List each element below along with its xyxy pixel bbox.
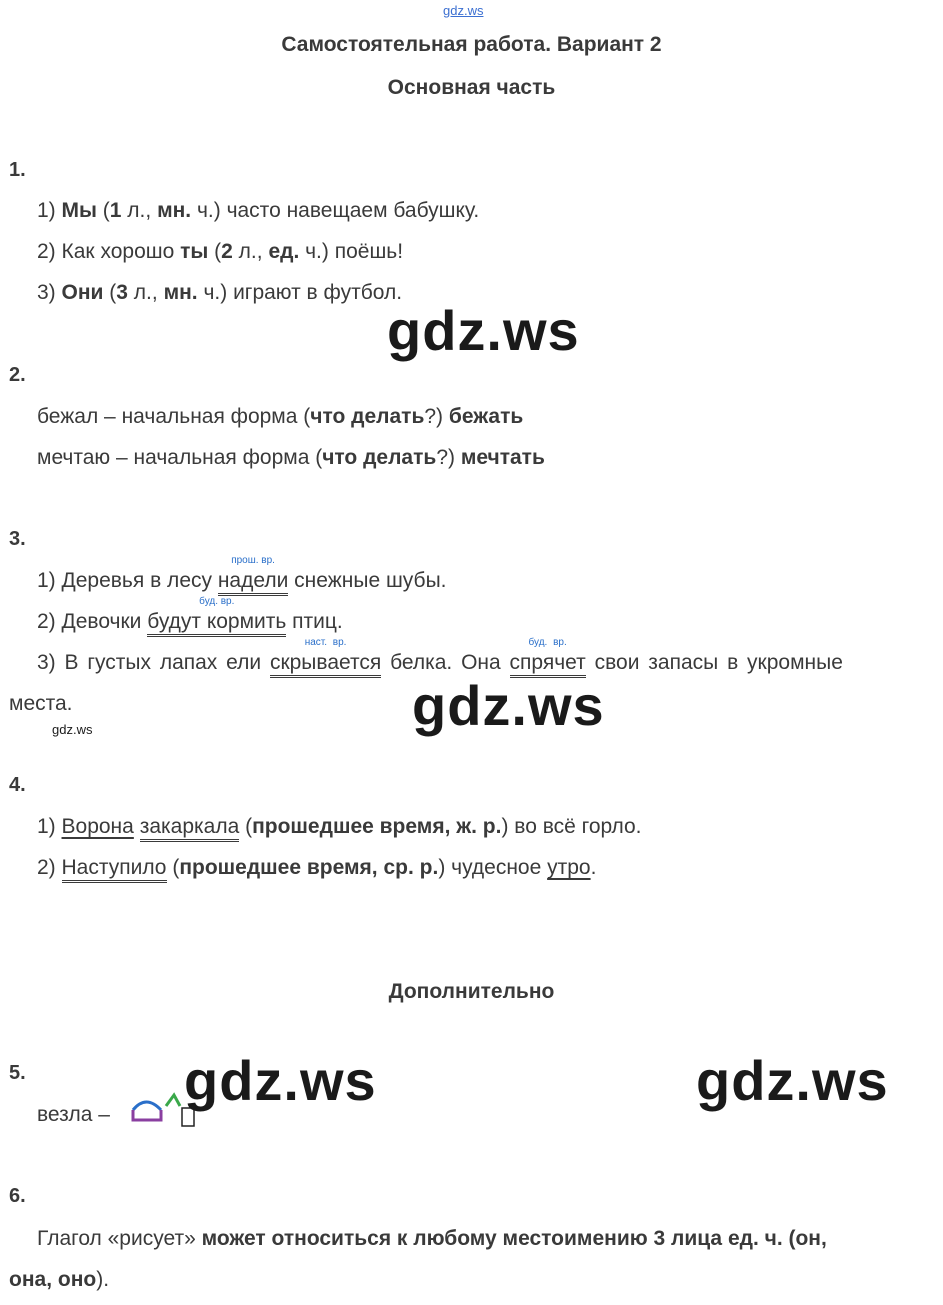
watermark-4: gdz.ws — [696, 1049, 889, 1112]
predicate: Наступило — [62, 856, 167, 883]
task-2-line-2: мечтаю – начальная форма (что делать?) мечтать — [37, 446, 545, 469]
top-watermark: gdz.ws — [443, 3, 484, 18]
predicate: будут кормить — [147, 610, 286, 637]
tense-annotation: буд. вр. — [199, 596, 235, 607]
task-1-line-1: 1) Мы (1 л., мн. ч.) часто навещаем бабушку. — [37, 199, 480, 222]
section-title: Основная часть — [387, 76, 556, 99]
task-1-line-2: 2) Как хорошо ты (2 л., ед. ч.) поёшь! — [37, 240, 404, 263]
task-4-line-1: 1) Ворона закаркала (прошедшее время, ж. р.) во всё горло. — [37, 815, 642, 839]
task-6-number: 6. — [9, 1185, 26, 1207]
watermark-1: gdz.ws — [387, 299, 580, 362]
task-3-number: 3. — [9, 528, 26, 550]
task-5-word: везла – — [37, 1103, 110, 1126]
task-1-line-3: 3) Они (3 л., мн. ч.) играют в футбол. — [37, 281, 403, 304]
predicate: закаркала — [140, 815, 240, 842]
task-4-line-2: 2) Наступило (прошедшее время, ср. р.) чудесное утро. — [37, 856, 596, 880]
tense-annotation: буд. вр. — [528, 637, 567, 648]
task-4-number: 4. — [9, 774, 26, 796]
predicate: надели — [218, 569, 289, 596]
predicate: спрячет — [510, 651, 586, 678]
task-1-number: 1. — [9, 159, 26, 181]
ending-mark — [166, 1095, 180, 1106]
watermark-2: gdz.ws — [412, 674, 605, 737]
watermark-small: gdz.ws — [52, 722, 93, 737]
task-3-line-2: 2) Девочки буд. вр. будут кормить птиц. — [37, 610, 343, 634]
page-title: Самостоятельная работа. Вариант 2 — [281, 33, 662, 56]
subject: Ворона — [61, 815, 134, 838]
predicate: скрывается — [270, 651, 381, 678]
task-2-line-1: бежал – начальная форма (что делать?) бежать — [37, 405, 524, 428]
task-2-number: 2. — [9, 364, 26, 386]
root-arc — [133, 1102, 161, 1110]
suffix-mark — [133, 1110, 161, 1120]
task-5-number: 5. — [9, 1062, 26, 1084]
task-3-line-1: 1) Деревья в лесу прош. вр. надели снежные шубы. — [37, 569, 447, 593]
extra-title: Дополнительно — [388, 980, 555, 1003]
watermark-3: gdz.ws — [184, 1049, 377, 1112]
task-6-line-2: она, оно). — [9, 1268, 110, 1291]
task-3-line-4: места. — [9, 692, 73, 715]
tense-annotation: наст. вр. — [304, 637, 347, 648]
task-3-line-3: 3) В густых лапах ели наст. вр. скрывается белка. Она буд. вр. спрячет свои запасы в укромные — [37, 651, 937, 675]
tense-annotation: прош. вр. — [231, 555, 275, 566]
subject: утро — [547, 856, 591, 879]
task-6-line-1: Глагол «рисует» может относиться к любому местоимению 3 лица ед. ч. (он, — [37, 1227, 827, 1250]
